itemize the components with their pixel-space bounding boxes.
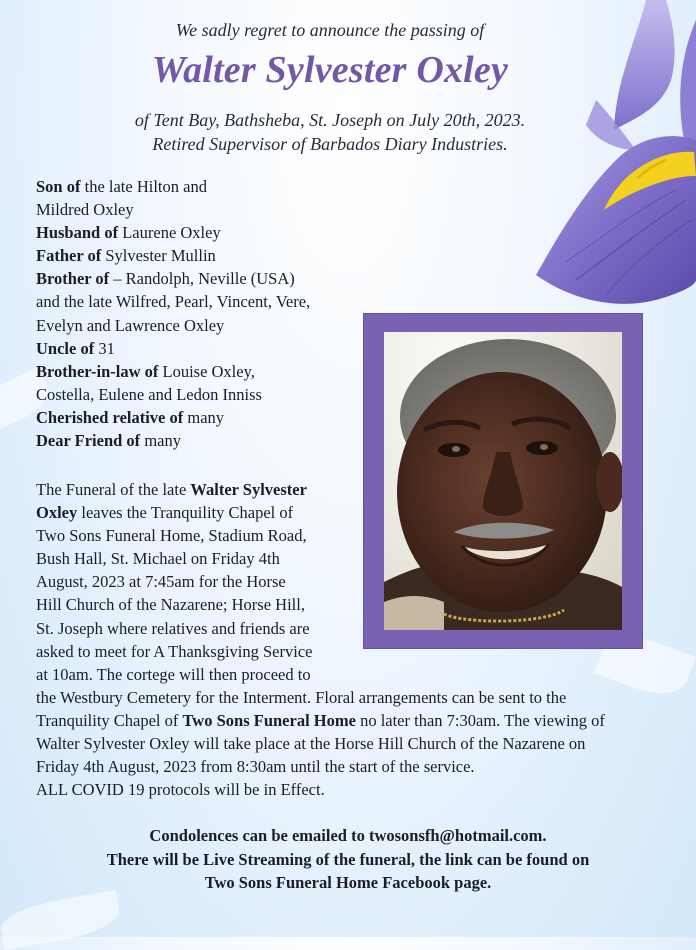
text-segment: St. Joseph where relatives and friends are bbox=[36, 618, 310, 638]
relation-label: Brother of bbox=[36, 269, 110, 289]
relation-names: Louise Oxley, bbox=[158, 361, 255, 381]
funeral-text-line bbox=[36, 663, 605, 686]
relation-names: Laurene Oxley bbox=[118, 223, 221, 243]
deceased-name: Walter Sylvester Oxley bbox=[151, 49, 509, 91]
relation-names: and the late Wilfred, Pearl, Vincent, Vere, bbox=[36, 292, 311, 312]
relation-names: many bbox=[140, 431, 181, 451]
text-segment: ALL COVID 19 protocols will be in Effect. bbox=[36, 780, 325, 800]
text-segment: Two Sons Funeral Home, Stadium Road, bbox=[36, 526, 307, 546]
condolences-line: Condolences can be emailed to twosonsfh@hotmail.com. bbox=[149, 826, 547, 845]
text-segment: Walter Sylvester Oxley will take place at the Horse Hill Church of the Nazarene on bbox=[36, 734, 586, 754]
regret-line: We sadly regret to announce the passing of bbox=[175, 20, 485, 40]
funeral-text-line bbox=[36, 755, 605, 778]
funeral-text-line bbox=[36, 547, 605, 570]
relative-line bbox=[36, 406, 346, 429]
relation-label: Dear Friend of bbox=[36, 431, 141, 451]
relation-label: Son of bbox=[36, 177, 81, 196]
relation-names: Costella, Eulene and Ledon Inniss bbox=[36, 384, 262, 404]
bold-text: Two Sons Funeral Home bbox=[182, 710, 356, 730]
relative-line bbox=[36, 175, 346, 198]
relation-names: Sylvester Mullin bbox=[101, 246, 216, 266]
relation-names: 31 bbox=[94, 338, 115, 358]
relation-label: Father of bbox=[36, 246, 102, 266]
text-segment: Tranquility Chapel of bbox=[36, 710, 183, 730]
text-segment: asked to meet for A Thanksgiving Service bbox=[36, 641, 313, 661]
relation-names: Evelyn and Lawrence Oxley bbox=[36, 315, 225, 335]
funeral-text-line bbox=[36, 501, 605, 524]
relation-names: Mildred Oxley bbox=[36, 200, 134, 220]
funeral-text-line bbox=[36, 709, 605, 732]
funeral-text-line bbox=[36, 778, 605, 801]
relation-label: Cherished relative of bbox=[36, 407, 184, 427]
relation-label: Brother-in-law of bbox=[36, 361, 159, 381]
footer-notes bbox=[0, 824, 696, 895]
funeral-text-line bbox=[36, 640, 605, 663]
relation-label: Husband of bbox=[36, 223, 119, 243]
text-segment: Hill Church of the Nazarene; Horse Hill, bbox=[36, 595, 305, 615]
funeral-details bbox=[36, 478, 605, 801]
relation-names: the late Hilton and bbox=[80, 177, 207, 196]
text-segment: Friday 4th August, 2023 from 8:30am until the start of the service. bbox=[36, 757, 475, 777]
streaming-line: There will be Live Streaming of the funeral, the link can be found on bbox=[106, 849, 590, 869]
relative-line bbox=[36, 429, 346, 452]
funeral-text-line bbox=[36, 617, 605, 640]
relative-line bbox=[36, 221, 346, 244]
relation-label: Uncle of bbox=[36, 338, 95, 358]
bold-text: Oxley bbox=[36, 503, 78, 523]
funeral-text-line bbox=[36, 686, 605, 709]
funeral-text-line bbox=[36, 593, 605, 616]
place-date-line: of Tent Bay, Bathsheba, St. Joseph on July 20th, 2023. bbox=[134, 110, 526, 130]
leaf-decoration bbox=[0, 890, 123, 950]
funeral-text-line bbox=[36, 524, 605, 547]
relative-line bbox=[36, 267, 346, 290]
relatives-list bbox=[36, 175, 346, 452]
relation-names: – Randolph, Neville (USA) bbox=[109, 269, 295, 289]
relative-line bbox=[36, 244, 346, 267]
relative-line bbox=[36, 290, 346, 313]
relative-line bbox=[36, 314, 346, 337]
text-segment: August, 2023 at 7:45am for the Horse bbox=[36, 572, 286, 592]
occupation-line: Retired Supervisor of Barbados Diary Industries. bbox=[152, 134, 508, 154]
bold-text: Walter Sylvester bbox=[190, 480, 307, 499]
relative-line bbox=[36, 383, 346, 406]
facebook-line: Two Sons Funeral Home Facebook page. bbox=[204, 873, 492, 892]
residence-and-occupation bbox=[0, 108, 660, 156]
relation-names: many bbox=[183, 407, 225, 427]
text-segment: The Funeral of the late bbox=[36, 480, 191, 499]
funeral-text-line bbox=[36, 478, 605, 501]
relative-line bbox=[36, 198, 346, 221]
relative-line bbox=[36, 337, 346, 360]
funeral-text-line bbox=[36, 732, 605, 755]
text-segment: leaves the Tranquility Chapel of bbox=[77, 503, 294, 523]
relative-line bbox=[36, 360, 346, 383]
text-segment: at 10am. The cortege will then proceed to bbox=[36, 664, 311, 684]
funeral-text-line bbox=[36, 570, 605, 593]
text-segment: the Westbury Cemetery for the Interment. Floral arrangements can be sent to the bbox=[36, 687, 567, 707]
text-segment: no later than 7:30am. The viewing of bbox=[355, 710, 605, 730]
text-segment: Bush Hall, St. Michael on Friday 4th bbox=[36, 549, 280, 569]
